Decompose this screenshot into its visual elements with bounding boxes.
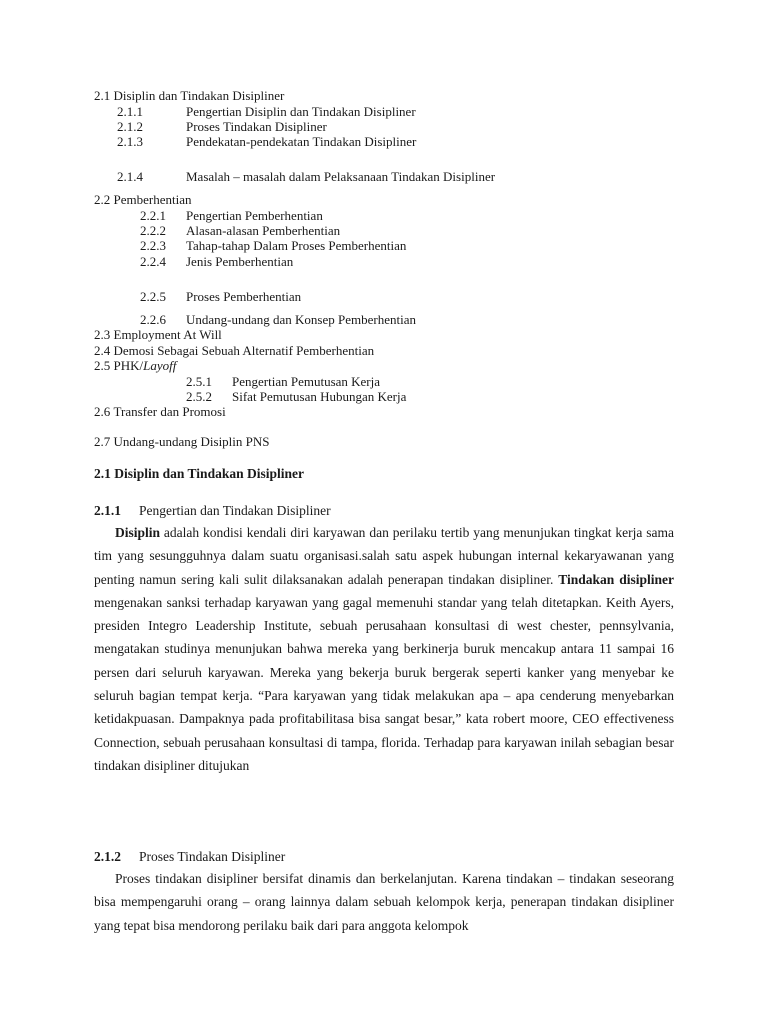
toc-number: 2.1 xyxy=(94,88,111,103)
toc-number: 2.2.2 xyxy=(140,223,166,238)
term-disiplin: Disiplin xyxy=(115,525,161,540)
toc-title: PHK/ xyxy=(113,358,144,373)
toc-number: 2.1.1 xyxy=(117,104,143,119)
toc-title: Pemberhentian xyxy=(113,192,192,207)
toc-number: 2.5 xyxy=(94,358,111,373)
toc-title: Pengertian Disiplin dan Tindakan Disipliner xyxy=(186,104,416,119)
toc-title: Proses Pemberhentian xyxy=(186,289,302,304)
toc-number: 2.5.1 xyxy=(186,374,212,389)
toc-title: Demosi Sebagai Sebuah Alternatif Pemberhentian xyxy=(113,343,375,358)
toc-number: 2.7 xyxy=(94,434,111,449)
toc-item-2-7 xyxy=(94,434,270,450)
toc-title: Employment At Will xyxy=(113,327,222,342)
toc-title: Jenis Pemberhentian xyxy=(186,254,294,269)
toc-item-2-5 xyxy=(94,358,176,374)
toc-number: 2.2.4 xyxy=(140,254,166,269)
toc-number: 2.1.4 xyxy=(117,169,143,184)
toc-item-2-6 xyxy=(94,404,226,420)
toc-item-2-4 xyxy=(94,343,374,359)
toc-number: 2.2.1 xyxy=(140,208,166,223)
toc-item-2-1 xyxy=(94,88,284,104)
subsection-number: 2.1.2 xyxy=(94,849,121,864)
toc-title: Tahap-tahap Dalam Proses Pemberhentian xyxy=(186,238,407,253)
toc-number: 2.6 xyxy=(94,404,111,419)
toc-number: 2.2.3 xyxy=(140,238,166,253)
toc-number: 2.3 xyxy=(94,327,111,342)
toc-number: 2.1.3 xyxy=(117,134,143,149)
toc-title: Transfer dan Promosi xyxy=(113,404,226,419)
toc-number: 2.2.5 xyxy=(140,289,166,304)
paragraph-disiplin xyxy=(94,521,674,777)
toc-title: Alasan-alasan Pemberhentian xyxy=(186,223,341,238)
toc-title: Disiplin dan Tindakan Disipliner xyxy=(113,88,285,103)
toc-number: 2.5.2 xyxy=(186,389,212,404)
toc-title: Pengertian Pemberhentian xyxy=(186,208,323,223)
toc-number: 2.4 xyxy=(94,343,111,358)
toc-title: Undang-undang Disiplin PNS xyxy=(113,434,270,449)
paragraph-proses: Proses tindakan disipliner bersifat dinamis dan berkelanjutan. Karena tindakan – tindakan seseorang bisa mempengaruhi orang – orang lainnya dalam sebuah kelompok kerja, penerapan tindakan disipliner yang tepat bisa mendorong perilaku baik dari para anggota kelompok xyxy=(94,871,674,933)
subsection-number: 2.1.1 xyxy=(94,503,121,518)
toc-number: 2.1.2 xyxy=(117,119,143,134)
paragraph-text: mengenakan sanksi terhadap karyawan yang gagal memenuhi standar yang telah ditetapkan. Keith Ayers, presiden Integro Leadership Institute, sebuah perusahaan konsultasi di west chester, pennsylvania, mengatakan studinya menunjukan bahwa mereka yang berkinerja buruk mencakup antara 11 sampai 16 persen dari seluruh karyawan. Mereka yang bekerja buruk bergerak seperti kanker yang menyebar ke seluruh bagian tempat kerja. “Para karyawan yang tidak melakukan apa – apa cenderung menyebarkan ketidakpuasan. Dampaknya pada profitabilitasa bisa sangat besar,” kata robert moore, CEO effectiveness Connection, sebuah perusahaan konsultasi di tampa, florida. Terhadap para karyawan inilah sebagian besar tindakan disipliner ditujukan xyxy=(94,594,674,773)
toc-title-italic: Layoff xyxy=(143,358,177,373)
toc-title: Proses Tindakan Disipliner xyxy=(186,119,327,134)
toc-item-2-3 xyxy=(94,327,222,343)
toc-title: Masalah – masalah dalam Pelaksanaan Tindakan Disipliner xyxy=(186,169,496,184)
toc-number: 2.2 xyxy=(94,192,111,207)
term-tindakan-disipliner: Tindakan disipliner xyxy=(558,571,674,587)
paragraph-text: adalah kondisi kendali diri karyawan dan perilaku tertib yang menunjukan tingkat kerja sama tim yang sesungguhnya dalam suatu organisasi.salah satu aspek hubungan internal kekaryawanan yang penting namun sering kali sulit dilaksanakan adalah penerapan tindakan disipliner. xyxy=(94,525,674,587)
toc-item-2-2 xyxy=(94,192,191,208)
section-heading: 2.1 Disiplin dan Tindakan Disipliner xyxy=(94,466,304,481)
toc-title: Pendekatan-pendekatan Tindakan Disipliner xyxy=(186,134,417,149)
toc-title: Pengertian Pemutusan Kerja xyxy=(232,374,381,389)
subsection-title: Pengertian dan Tindakan Disipliner xyxy=(139,503,331,518)
toc-number: 2.2.6 xyxy=(140,312,166,327)
toc-title: Sifat Pemutusan Hubungan Kerja xyxy=(232,389,407,404)
subsection-title: Proses Tindakan Disipliner xyxy=(139,849,286,864)
toc-title: Undang-undang dan Konsep Pemberhentian xyxy=(186,312,416,327)
